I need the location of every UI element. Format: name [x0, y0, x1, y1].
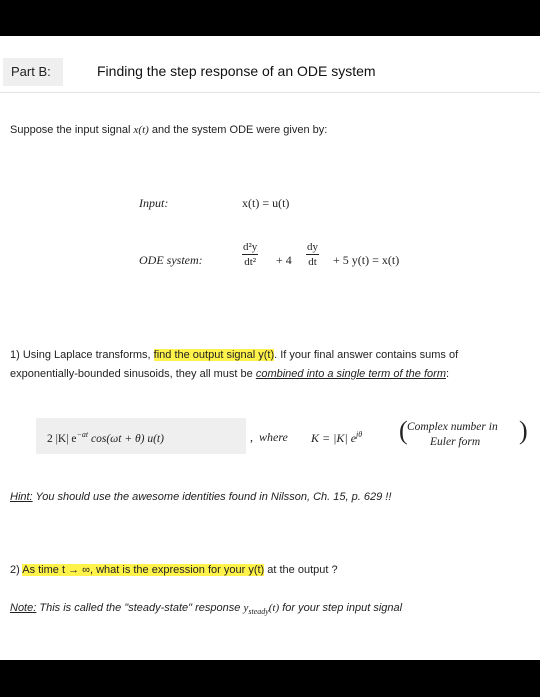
first-derivative-fraction: dy dt [307, 241, 318, 268]
top-black-bar [0, 0, 540, 36]
ode-plus-four: + 4 [276, 253, 292, 267]
bottom-black-bar [0, 660, 540, 697]
question-1-line-2: exponentially-bounded sinusoids, they all must be combined into a single term of the form: [10, 368, 450, 380]
question-1-line-1: 1) Using Laplace transforms, find the output signal y(t). If your final answer contains sums of [10, 349, 459, 361]
right-paren: ) [519, 416, 528, 445]
ode-label: ODE system: [139, 253, 203, 267]
question-2: 2) As time t → ∞, what is the expression for your y(t) at the output ? [10, 564, 338, 576]
where-text: where [259, 430, 288, 444]
required-form-expression: 2 |K| $e^{-at}$ cos(ωt + θ) u(t) [47, 430, 164, 445]
second-derivative-fraction: d²y dt² [243, 241, 258, 268]
intro-text: Suppose the input signal x(t) and the system ODE were given by: [10, 124, 328, 136]
left-paren: ( [399, 416, 408, 445]
note-text: Note: This is called the "steady-state" response $y_{steady}(t)$ for your step input signal [10, 602, 403, 617]
ode-rest: + 5 y(t) = x(t) [333, 253, 400, 267]
complex-number-line-1: Complex number in [407, 421, 498, 433]
input-equation: x(t) = u(t) [242, 196, 290, 210]
part-label: Part B: [3, 58, 63, 86]
header-divider [0, 92, 540, 93]
input-label: Input: [139, 196, 169, 210]
complex-number-line-2: Euler form [430, 436, 481, 448]
formula-comma: , [250, 430, 253, 444]
page-title: Finding the step response of an ODE system [97, 63, 376, 79]
hint-text: Hint: You should use the awesome identities found in Nilsson, Ch. 15, p. 629 !! [10, 491, 392, 503]
k-definition: K = |K| $e^{j\theta}$ [311, 430, 363, 445]
